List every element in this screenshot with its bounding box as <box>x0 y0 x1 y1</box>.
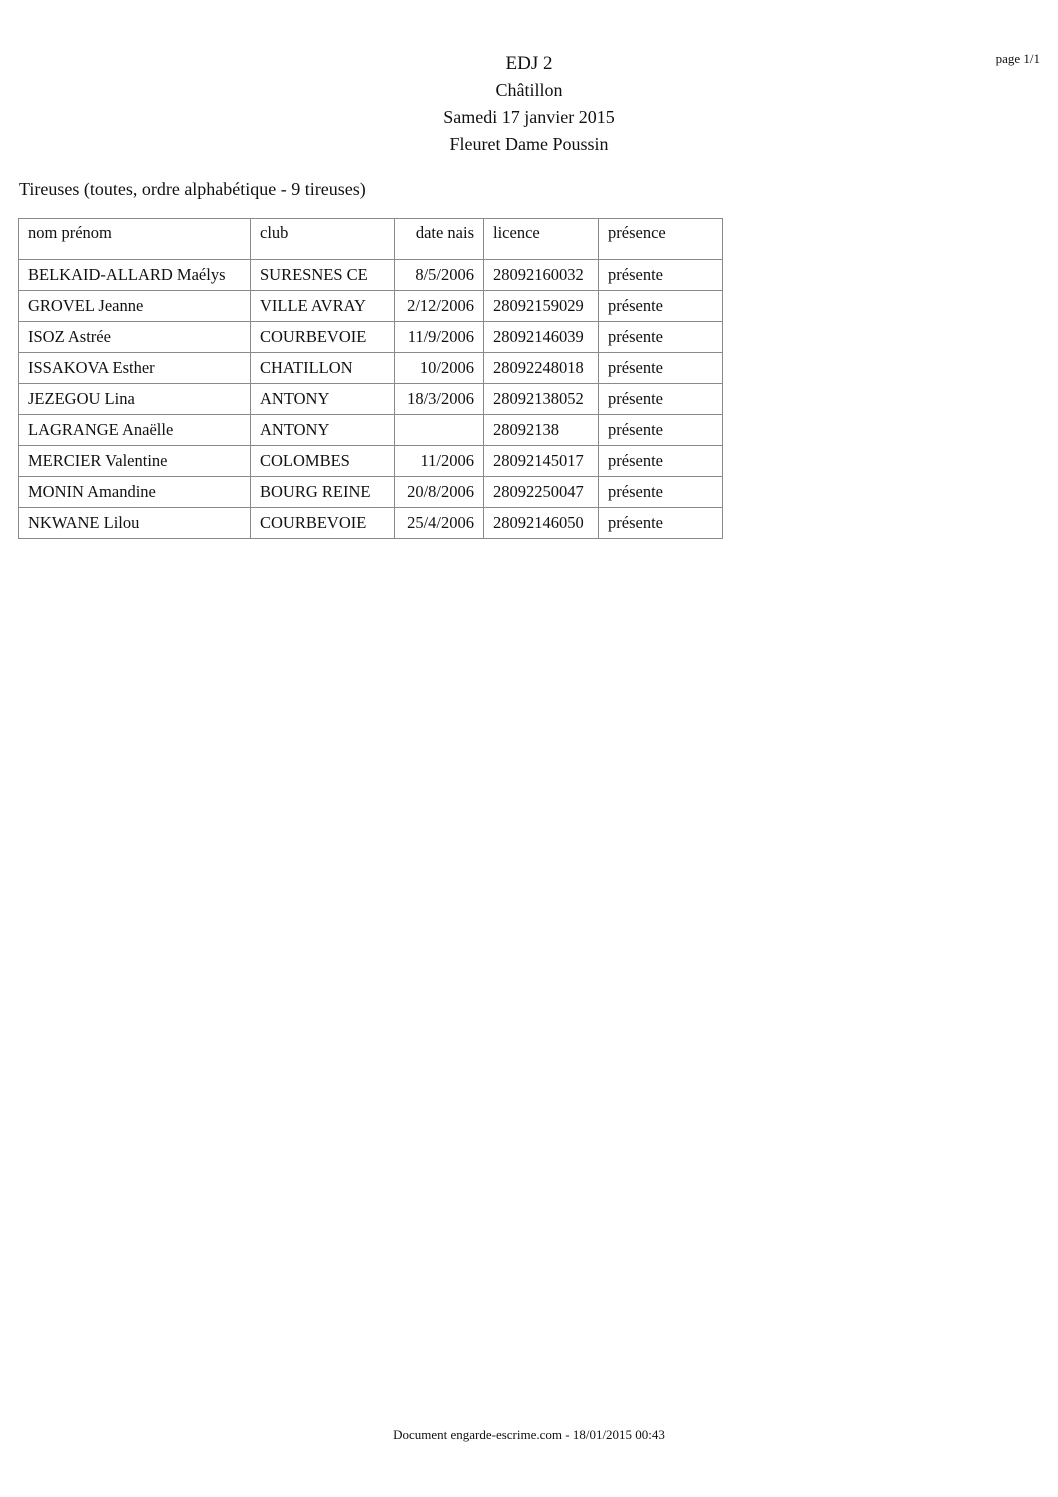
list-subtitle: Tireuses (toutes, ordre alphabétique - 9 tireuses) <box>19 179 366 199</box>
fencer-club: COURBEVOIE <box>251 322 395 353</box>
fencer-licence: 28092159029 <box>484 291 599 322</box>
fencer-presence: présente <box>599 446 723 477</box>
page-number: page 1/1 <box>995 51 1040 66</box>
fencer-name: LAGRANGE Anaëlle <box>19 415 251 446</box>
fencer-presence: présente <box>599 384 723 415</box>
column-header-presence: présence <box>599 219 723 260</box>
fencer-birthdate: 25/4/2006 <box>395 508 484 539</box>
table-row <box>19 446 723 477</box>
fencer-name: MONIN Amandine <box>19 477 251 508</box>
fencer-licence: 28092250047 <box>484 477 599 508</box>
fencer-club: BOURG REINE <box>251 477 395 508</box>
fencer-club: ANTONY <box>251 415 395 446</box>
fencer-name: BELKAID-ALLARD Maélys <box>19 260 251 291</box>
column-header-name: nom prénom <box>19 219 251 260</box>
column-header-licence: licence <box>484 219 599 260</box>
competition-title: EDJ 2 <box>505 53 553 74</box>
fencer-presence: présente <box>599 291 723 322</box>
fencer-birthdate: 10/2006 <box>395 353 484 384</box>
fencer-club: COURBEVOIE <box>251 508 395 539</box>
table-row <box>19 415 723 446</box>
fencer-name: JEZEGOU Lina <box>19 384 251 415</box>
fencer-name: ISOZ Astrée <box>19 322 251 353</box>
table-row <box>19 508 723 539</box>
column-header-club: club <box>251 219 395 260</box>
fencer-birthdate: 2/12/2006 <box>395 291 484 322</box>
fencer-club: SURESNES CE <box>251 260 395 291</box>
document-footer: Document engarde-escrime.com - 18/01/2015 00:43 <box>393 1427 665 1442</box>
fencer-licence: 28092248018 <box>484 353 599 384</box>
competition-location: Châtillon <box>495 80 563 100</box>
fencer-birthdate: 11/9/2006 <box>395 322 484 353</box>
fencer-presence: présente <box>599 322 723 353</box>
competition-date: Samedi 17 janvier 2015 <box>443 107 615 127</box>
fencer-name: NKWANE Lilou <box>19 508 251 539</box>
fencer-presence: présente <box>599 415 723 446</box>
table-row <box>19 291 723 322</box>
fencer-club: CHATILLON <box>251 353 395 384</box>
fencer-presence: présente <box>599 477 723 508</box>
fencer-birthdate: 11/2006 <box>395 446 484 477</box>
fencer-birthdate <box>395 415 484 446</box>
table-row <box>19 322 723 353</box>
document-header <box>0 50 1058 158</box>
fencer-licence: 28092138052 <box>484 384 599 415</box>
table-header-row <box>19 219 723 260</box>
fencer-licence: 28092145017 <box>484 446 599 477</box>
column-header-birthdate: date nais <box>395 219 484 260</box>
table-row <box>19 260 723 291</box>
fencer-birthdate: 8/5/2006 <box>395 260 484 291</box>
fencer-birthdate: 20/8/2006 <box>395 477 484 508</box>
fencer-licence: 28092160032 <box>484 260 599 291</box>
fencer-birthdate: 18/3/2006 <box>395 384 484 415</box>
fencer-name: GROVEL Jeanne <box>19 291 251 322</box>
fencer-club: COLOMBES <box>251 446 395 477</box>
competition-event: Fleuret Dame Poussin <box>449 134 609 154</box>
table-row <box>19 353 723 384</box>
fencer-licence: 28092138 <box>484 415 599 446</box>
fencer-licence: 28092146039 <box>484 322 599 353</box>
table-row <box>19 477 723 508</box>
fencer-club: ANTONY <box>251 384 395 415</box>
fencer-presence: présente <box>599 353 723 384</box>
fencer-name: ISSAKOVA Esther <box>19 353 251 384</box>
table-row <box>19 384 723 415</box>
fencer-presence: présente <box>599 260 723 291</box>
fencer-presence: présente <box>599 508 723 539</box>
fencer-club: VILLE AVRAY <box>251 291 395 322</box>
fencer-licence: 28092146050 <box>484 508 599 539</box>
fencers-table <box>18 218 723 539</box>
fencer-name: MERCIER Valentine <box>19 446 251 477</box>
